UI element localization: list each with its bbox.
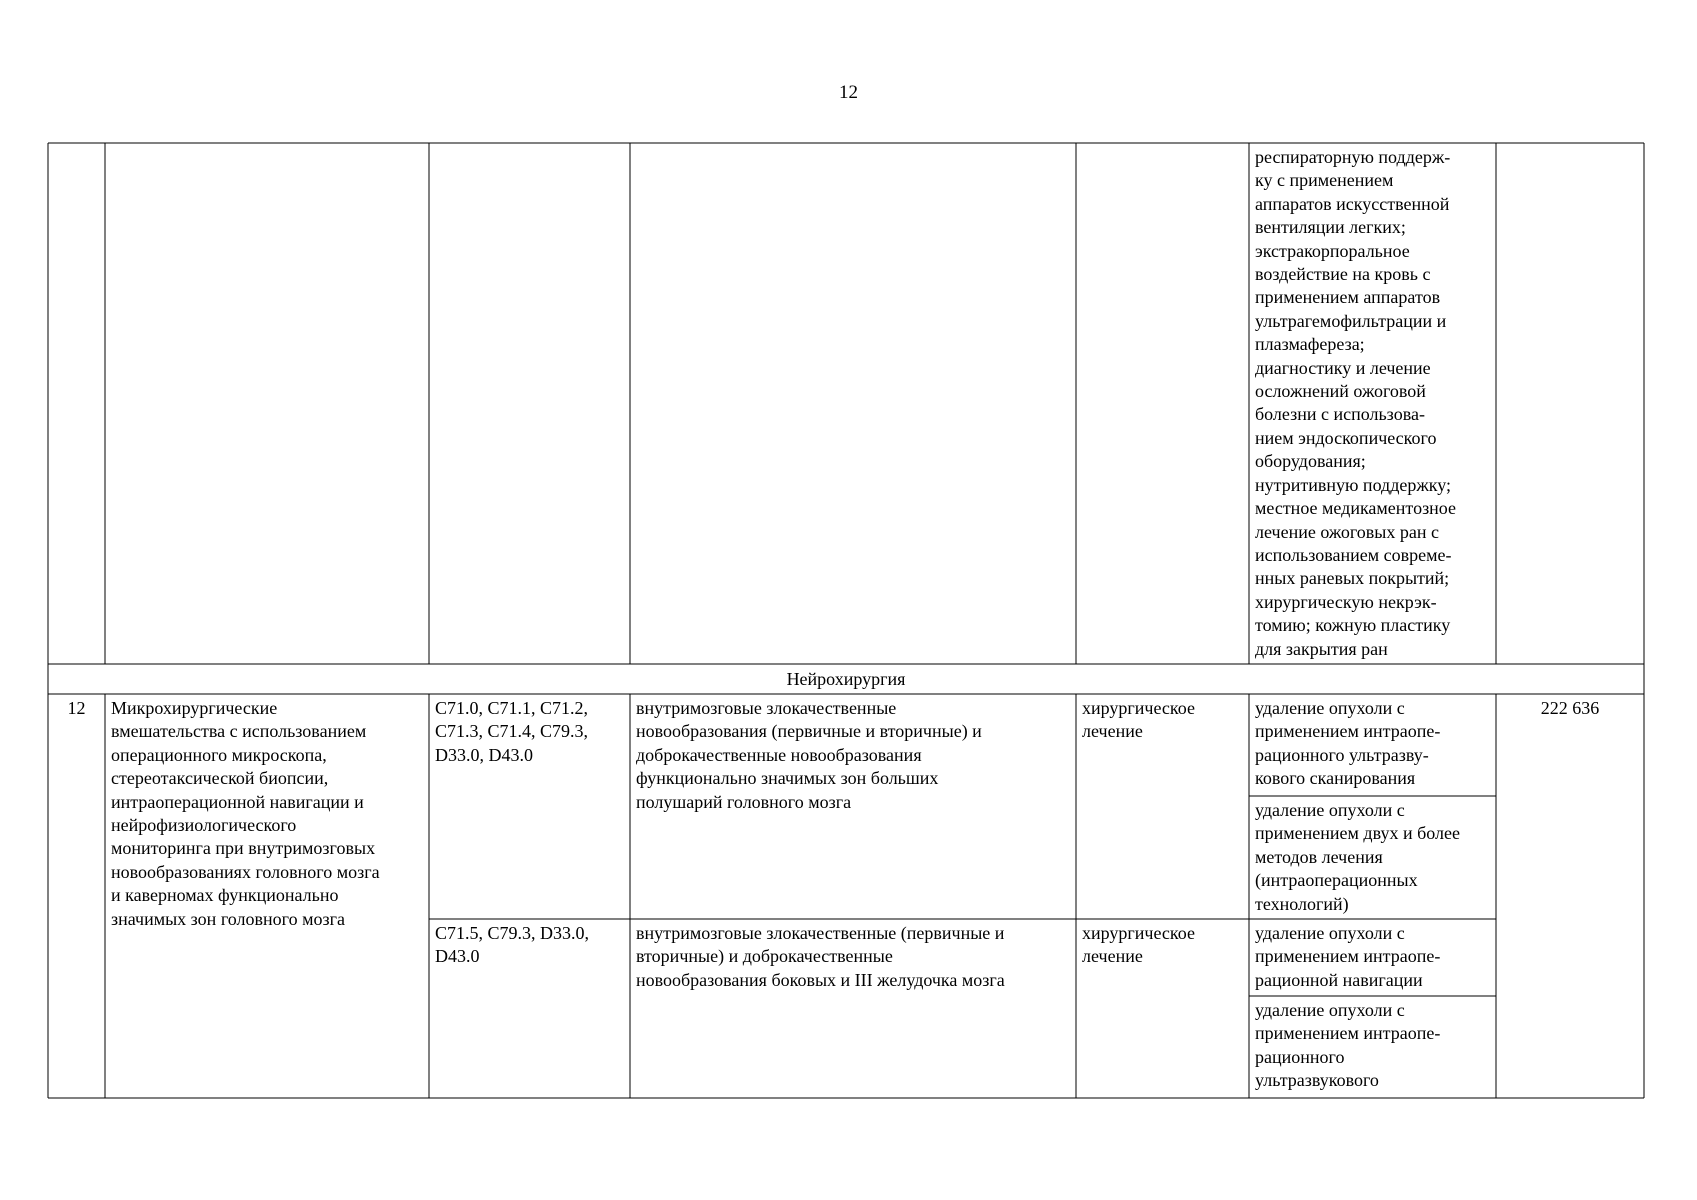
text-line: хирургическое xyxy=(1082,923,1195,943)
text-line: C71.5, C79.3, D33.0, xyxy=(435,923,590,943)
text-line: ку с применением xyxy=(1255,170,1394,191)
price-cell: 222 636 xyxy=(1540,698,1600,718)
text-line: лечение ожоговых ран с xyxy=(1255,521,1439,542)
text-line: местное медикаментозное xyxy=(1255,498,1457,519)
text-line: для закрытия ран xyxy=(1255,638,1388,659)
patient-model-cell xyxy=(630,919,1076,1098)
text-line: технологий) xyxy=(1255,893,1349,914)
row-number: 12 xyxy=(67,698,86,718)
text-line: новообразованиях головного мозга xyxy=(111,861,380,882)
icd-codes-cell xyxy=(429,694,630,919)
treatment-method-cell xyxy=(1249,919,1496,996)
text-line: нейрофизиологического xyxy=(111,815,297,836)
text-line: нных раневых покрытий; xyxy=(1255,568,1450,589)
text-line: удаление опухоли с xyxy=(1255,1000,1405,1020)
text-line: C71.0, C71.1, C71.2, xyxy=(435,698,589,718)
text-line: мониторинга при внутримозговых xyxy=(111,838,376,859)
text-line: функционально значимых зон больших xyxy=(636,768,939,789)
text-line: вторичные) и доброкачественные xyxy=(636,946,893,967)
text-line: D43.0 xyxy=(435,946,480,967)
patient-model-cell xyxy=(630,694,1076,919)
text-line: воздействие на кровь с xyxy=(1255,264,1431,285)
text-line: диагностику и лечение xyxy=(1255,357,1431,378)
text-line: применением интраопе- xyxy=(1255,1023,1441,1044)
treatment-method-cell xyxy=(1249,694,1496,796)
text-line: операционного микроскопа, xyxy=(111,744,327,765)
text-line: плазмафереза; xyxy=(1255,334,1365,355)
text-line: применением двух и более xyxy=(1255,823,1460,844)
text-line: доброкачественные новообразования xyxy=(636,744,922,765)
continuation-methods-cell xyxy=(1249,143,1496,664)
text-line: применением интраопе- xyxy=(1255,946,1441,967)
text-line: хирургическое xyxy=(1082,698,1195,718)
text-line: стереотаксической биопсии, xyxy=(111,768,329,789)
text-line: C71.3, C71.4, C79.3, xyxy=(435,721,589,742)
text-line: удаление опухоли с xyxy=(1255,800,1405,820)
text-line: использованием совреме- xyxy=(1255,544,1452,565)
text-line: методов лечения xyxy=(1255,846,1383,867)
text-line: Микрохирургические xyxy=(111,698,278,718)
section-title: Нейрохирургия xyxy=(786,669,906,689)
text-line: удаление опухоли с xyxy=(1255,923,1405,943)
text-line: D33.0, D43.0 xyxy=(435,744,533,765)
text-line: нием эндоскопического xyxy=(1255,427,1437,448)
text-line: респираторную поддерж- xyxy=(1255,147,1451,167)
text-line: хирургическую некрэк- xyxy=(1255,591,1437,612)
text-line: рационного ультразву- xyxy=(1255,744,1429,765)
text-line: внутримозговые злокачественные xyxy=(636,698,897,718)
text-line: новообразования боковых и III желудочка мозга xyxy=(636,969,1005,990)
text-line: болезни с использова- xyxy=(1255,404,1425,425)
text-line: осложнений ожоговой xyxy=(1255,381,1426,402)
care-type-name-cell xyxy=(105,694,429,1098)
text-line: новообразования (первичные и вторичные) и xyxy=(636,721,982,742)
text-line: ультрагемофильтрации и xyxy=(1255,310,1447,331)
text-line: ультразвукового xyxy=(1255,1070,1379,1091)
text-line: экстракорпоральное xyxy=(1255,240,1410,261)
text-line: применением интраопе- xyxy=(1255,721,1441,742)
text-line: значимых зон головного мозга xyxy=(111,908,345,929)
text-line: рационного xyxy=(1255,1046,1345,1067)
text-line: применением аппаратов xyxy=(1255,287,1441,308)
text-line: и каверномах функционально xyxy=(111,885,339,906)
text-line: аппаратов искусственной xyxy=(1255,193,1450,214)
treatment-method-cell xyxy=(1249,996,1496,1098)
text-line: полушарий головного мозга xyxy=(636,791,852,812)
text-line: рационной навигации xyxy=(1255,969,1423,990)
text-line: кового сканирования xyxy=(1255,768,1416,789)
text-line: лечение xyxy=(1082,721,1143,742)
icd-codes-cell xyxy=(429,919,630,1098)
text-line: (интраоперационных xyxy=(1255,870,1418,891)
treatment-type-cell xyxy=(1076,694,1249,919)
text-line: внутримозговые злокачественные (первичные и xyxy=(636,923,1005,943)
page-number: 12 xyxy=(839,82,858,103)
text-line: интраоперационной навигации и xyxy=(111,791,364,812)
text-line: лечение xyxy=(1082,946,1143,967)
treatment-method-cell xyxy=(1249,796,1496,919)
text-line: вентиляции легких; xyxy=(1255,217,1406,238)
text-line: удаление опухоли с xyxy=(1255,698,1405,718)
text-line: нутритивную поддержку; xyxy=(1255,474,1452,495)
text-line: вмешательства с использованием xyxy=(111,721,367,742)
text-line: оборудования; xyxy=(1255,451,1366,472)
text-line: томию; кожную пластику xyxy=(1255,615,1451,636)
treatment-type-cell xyxy=(1076,919,1249,1098)
